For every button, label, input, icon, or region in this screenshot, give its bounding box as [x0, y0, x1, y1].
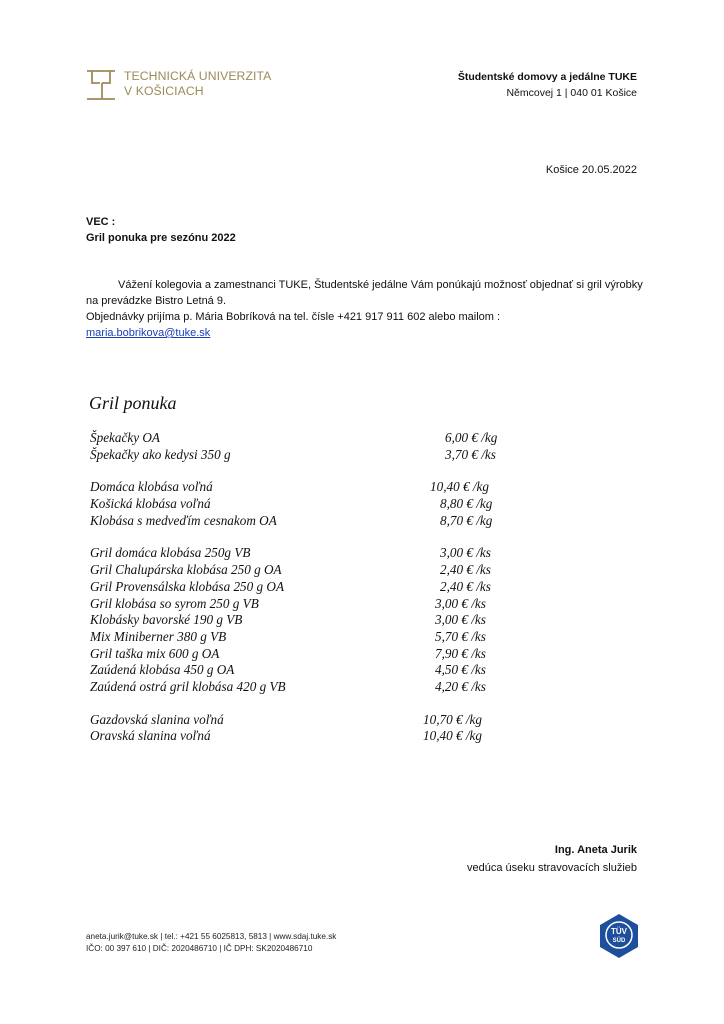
menu-item-price: 8,80 € /kg — [440, 496, 493, 512]
tuv-certificate-icon — [597, 913, 641, 959]
menu-item-price: 10,40 € /kg — [430, 479, 489, 495]
menu-item — [90, 430, 530, 447]
menu-item-price: 8,70 € /kg — [440, 512, 493, 528]
menu-item — [90, 545, 530, 562]
menu-item-price: 5,70 € /ks — [435, 628, 486, 644]
menu-item — [90, 629, 530, 646]
email-link[interactable]: maria.bobrikova@tuke.sk — [86, 327, 211, 339]
menu-item-price: 10,70 € /kg — [423, 711, 482, 727]
menu-item-name: Gril Provensálska klobása 250 g OA — [90, 578, 285, 594]
menu-item-name: Klobása s medveďím cesnakom OA — [90, 512, 277, 528]
menu-item-name: Oravská slanina voľná — [90, 728, 211, 744]
menu-item — [90, 612, 530, 629]
menu-item-price: 3,00 € /ks — [440, 545, 491, 561]
menu-item-name: Zaúdená ostrá gril klobása 420 g VB — [90, 678, 286, 694]
menu-item — [90, 562, 530, 579]
menu-item-price: 6,00 € /kg — [445, 430, 498, 445]
letter-body — [86, 277, 646, 341]
svg-text:SÜD: SÜD — [612, 938, 626, 944]
subject-label: VEC : — [86, 216, 116, 228]
menu-item — [90, 712, 530, 729]
menu-item — [90, 579, 530, 596]
menu-item-name: Špekačky OA — [90, 430, 160, 445]
menu-item-name: Gazdovská slanina voľná — [90, 711, 224, 727]
footer-contacts: aneta.jurik@tuke.sk | tel.: +421 55 6025813, 5813 | www.sdaj.tuke.sk — [86, 932, 337, 941]
footer-registration: IČO: 00 397 610 | DIČ: 2020486710 | IČ DPH: SK2020486710 — [86, 944, 313, 953]
footer — [86, 931, 336, 955]
university-logo-icon — [86, 69, 116, 101]
menu-group-gap — [90, 529, 530, 545]
signatory-name: Ing. Aneta Jurik — [554, 844, 637, 856]
organization-name: Študentské domovy a jedálne TUKE — [457, 71, 637, 83]
menu-item — [90, 447, 530, 464]
logo-line-2: V KOŠICIACH — [124, 84, 204, 98]
menu-item — [90, 479, 530, 496]
menu-item-price: 4,20 € /ks — [435, 678, 486, 694]
menu-item-name: Gril domáca klobása 250g VB — [90, 545, 251, 561]
subject-title: Gril ponuka pre sezónu 2022 — [86, 232, 236, 244]
university-name — [124, 69, 271, 99]
logo-line-1: TECHNICKÁ UNIVERZITA — [124, 69, 272, 83]
menu-item-price: 3,70 € /ks — [445, 446, 496, 462]
price-list — [90, 430, 530, 745]
subject-block — [86, 214, 236, 246]
menu-item — [90, 496, 530, 513]
menu-item-price: 10,40 € /kg — [423, 728, 482, 744]
menu-item — [90, 596, 530, 613]
menu-item-name: Domáca klobása voľná — [90, 479, 213, 495]
menu-item-name: Klobásky bavorské 190 g VB — [90, 612, 243, 628]
menu-item — [90, 646, 530, 663]
menu-item-name: Gril Chalupárska klobása 250 g OA — [90, 562, 282, 578]
svg-text:TÜV: TÜV — [611, 927, 627, 936]
menu-item-name: Mix Miniberner 380 g VB — [90, 628, 227, 644]
menu-group-gap — [90, 463, 530, 479]
menu-item-price: 2,40 € /ks — [440, 562, 491, 578]
body-paragraph-1: Vážení kolegovia a zamestnanci TUKE, Študentské jedálne Vám ponúkajú možnosť objednať si gril výrobky na prevádzke Bistro Letná 9. — [86, 279, 643, 307]
letter-date: Košice 20.05.2022 — [545, 164, 637, 176]
menu-item-price: 3,00 € /ks — [435, 612, 486, 628]
organization-address: Němcovej 1 | 040 01 Košice — [506, 87, 637, 99]
menu-item-price: 3,00 € /ks — [435, 595, 486, 611]
body-paragraph-2: Objednávky prijíma p. Mária Bobríková na tel. čísle +421 917 911 602 alebo mailom : — [86, 311, 501, 323]
signatory-role: vedúca úseku stravovacích služieb — [467, 862, 637, 874]
menu-group-gap — [90, 696, 530, 712]
menu-item-name: Gril taška mix 600 g OA — [90, 645, 220, 661]
menu-item — [90, 513, 530, 530]
menu-item — [90, 662, 530, 679]
organization-block — [458, 69, 637, 101]
menu-item-name: Špekačky ako kedysi 350 g — [90, 446, 231, 462]
menu-item — [90, 679, 530, 696]
menu-item-price: 7,90 € /ks — [435, 645, 486, 661]
menu-item-price: 2,40 € /ks — [440, 578, 491, 594]
menu-item-name: Košická klobása voľná — [90, 496, 211, 512]
menu-title: Gril ponuka — [89, 393, 177, 413]
menu-item-name: Gril klobása so syrom 250 g VB — [90, 595, 259, 611]
menu-item-price: 4,50 € /ks — [435, 662, 486, 678]
menu-item — [90, 728, 530, 745]
menu-item-name: Zaúdená klobása 450 g OA — [90, 662, 235, 678]
signature-block — [467, 841, 637, 877]
